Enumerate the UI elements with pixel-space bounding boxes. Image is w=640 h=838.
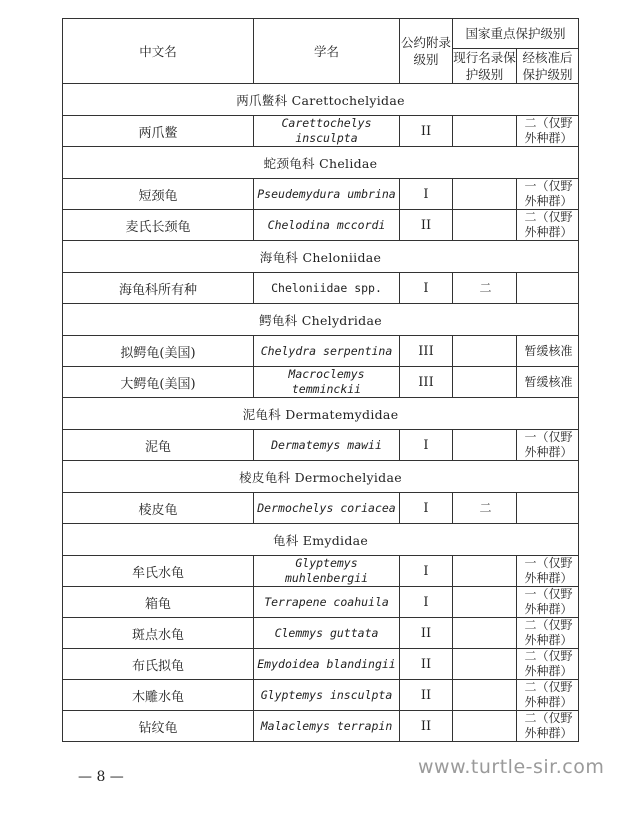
scientific-name-cell: Chelodina mccordi bbox=[254, 210, 400, 241]
current-level-cell bbox=[453, 179, 517, 210]
chinese-name-cell: 短颈龟 bbox=[63, 179, 254, 210]
col-header-appendix: 公约附录级别 bbox=[400, 19, 453, 84]
protection-table bbox=[62, 18, 579, 742]
family-row bbox=[63, 461, 579, 493]
family-label: 鳄龟科 Chelydridae bbox=[63, 304, 579, 336]
approved-level-cell: 二（仅野外种群） bbox=[517, 116, 579, 147]
approved-level-cell: 二（仅野外种群） bbox=[517, 210, 579, 241]
appendix-cell: II bbox=[400, 618, 453, 649]
chinese-name-cell: 布氏拟龟 bbox=[63, 649, 254, 680]
species-row bbox=[63, 587, 579, 618]
chinese-name-cell: 泥龟 bbox=[63, 430, 254, 461]
species-row bbox=[63, 116, 579, 147]
chinese-name-cell: 斑点水龟 bbox=[63, 618, 254, 649]
species-row bbox=[63, 649, 579, 680]
current-level-cell: 二 bbox=[453, 493, 517, 524]
approved-level-cell: 一（仅野外种群） bbox=[517, 587, 579, 618]
chinese-name-cell: 牟氏水龟 bbox=[63, 556, 254, 587]
col-header-scientific-name: 学名 bbox=[254, 19, 400, 84]
scientific-name-cell: Chelydra serpentina bbox=[254, 336, 400, 367]
approved-level-cell: 一（仅野外种群） bbox=[517, 430, 579, 461]
appendix-cell: I bbox=[400, 273, 453, 304]
species-row bbox=[63, 336, 579, 367]
family-row bbox=[63, 241, 579, 273]
family-row bbox=[63, 304, 579, 336]
appendix-cell: II bbox=[400, 680, 453, 711]
scientific-name-cell: Terrapene coahuila bbox=[254, 587, 400, 618]
scientific-name-cell: Emydoidea blandingii bbox=[254, 649, 400, 680]
chinese-name-cell: 拟鳄龟(美国) bbox=[63, 336, 254, 367]
table-body bbox=[63, 84, 579, 742]
appendix-cell: II bbox=[400, 711, 453, 742]
approved-level-cell bbox=[517, 493, 579, 524]
current-level-cell bbox=[453, 210, 517, 241]
current-level-cell bbox=[453, 116, 517, 147]
appendix-cell: I bbox=[400, 430, 453, 461]
family-label: 两爪鳖科 Carettochelyidae bbox=[63, 84, 579, 116]
current-level-cell bbox=[453, 367, 517, 398]
scientific-name-cell: Clemmys guttata bbox=[254, 618, 400, 649]
approved-level-cell: 暂缓核准 bbox=[517, 336, 579, 367]
family-label: 泥龟科 Dermatemydidae bbox=[63, 398, 579, 430]
page-number: — 8 — bbox=[78, 769, 124, 785]
appendix-cell: I bbox=[400, 587, 453, 618]
scientific-name-cell: Dermatemys mawii bbox=[254, 430, 400, 461]
col-header-current-level: 现行名录保护级别 bbox=[453, 50, 516, 82]
scientific-name-cell: Glyptemys insculpta bbox=[254, 680, 400, 711]
scientific-name-cell: Glyptemys muhlenbergii bbox=[254, 556, 400, 587]
col-header-approved-level: 经核准后保护级别 bbox=[517, 49, 579, 84]
scientific-name-cell: Dermochelys coriacea bbox=[254, 493, 400, 524]
chinese-name-cell: 钻纹龟 bbox=[63, 711, 254, 742]
species-row bbox=[63, 179, 579, 210]
family-row bbox=[63, 398, 579, 430]
chinese-name-cell: 海龟科所有种 bbox=[63, 273, 254, 304]
family-label: 棱皮龟科 Dermochelyidae bbox=[63, 461, 579, 493]
species-row bbox=[63, 430, 579, 461]
family-row bbox=[63, 84, 579, 116]
chinese-name-cell: 木雕水龟 bbox=[63, 680, 254, 711]
current-level-cell bbox=[453, 587, 517, 618]
appendix-cell: I bbox=[400, 493, 453, 524]
family-label: 海龟科 Cheloniidae bbox=[63, 241, 579, 273]
chinese-name-cell: 箱龟 bbox=[63, 587, 254, 618]
appendix-cell: II bbox=[400, 210, 453, 241]
approved-level-cell: 二（仅野外种群） bbox=[517, 618, 579, 649]
scientific-name-cell: Macroclemys temminckii bbox=[254, 367, 400, 398]
scientific-name-cell: Cheloniidae spp. bbox=[254, 273, 400, 304]
species-row bbox=[63, 618, 579, 649]
current-level-cell bbox=[453, 430, 517, 461]
family-label: 龟科 Emydidae bbox=[63, 524, 579, 556]
approved-level-cell: 二（仅野外种群） bbox=[517, 680, 579, 711]
current-level-cell bbox=[453, 649, 517, 680]
family-label: 蛇颈龟科 Chelidae bbox=[63, 147, 579, 179]
family-row bbox=[63, 524, 579, 556]
current-level-cell bbox=[453, 680, 517, 711]
appendix-cell: II bbox=[400, 649, 453, 680]
watermark: www.turtle-sir.com bbox=[418, 756, 605, 778]
scientific-name-cell: Carettochelys insculpta bbox=[254, 116, 400, 147]
approved-level-cell: 二（仅野外种群） bbox=[517, 649, 579, 680]
chinese-name-cell: 两爪鳖 bbox=[63, 116, 254, 147]
approved-level-cell: 二（仅野外种群） bbox=[517, 711, 579, 742]
approved-level-cell bbox=[517, 273, 579, 304]
appendix-cell: III bbox=[400, 367, 453, 398]
species-row bbox=[63, 273, 579, 304]
current-level-cell bbox=[453, 556, 517, 587]
species-row bbox=[63, 367, 579, 398]
chinese-name-cell: 棱皮龟 bbox=[63, 493, 254, 524]
current-level-cell bbox=[453, 711, 517, 742]
current-level-cell bbox=[453, 336, 517, 367]
species-row bbox=[63, 556, 579, 587]
chinese-name-cell: 大鳄龟(美国) bbox=[63, 367, 254, 398]
current-level-cell bbox=[453, 618, 517, 649]
chinese-name-cell: 麦氏长颈龟 bbox=[63, 210, 254, 241]
scientific-name-cell: Malaclemys terrapin bbox=[254, 711, 400, 742]
col-header-chinese-name: 中文名 bbox=[63, 19, 254, 84]
approved-level-cell: 一（仅野外种群） bbox=[517, 179, 579, 210]
scientific-name-cell: Pseudemydura umbrina bbox=[254, 179, 400, 210]
col-header-national-protection: 国家重点保护级别 bbox=[453, 19, 579, 49]
appendix-cell: I bbox=[400, 179, 453, 210]
current-level-cell: 二 bbox=[453, 273, 517, 304]
appendix-cell: III bbox=[400, 336, 453, 367]
species-row bbox=[63, 493, 579, 524]
species-row bbox=[63, 680, 579, 711]
family-row bbox=[63, 147, 579, 179]
approved-level-cell: 一（仅野外种群） bbox=[517, 556, 579, 587]
appendix-cell: I bbox=[400, 556, 453, 587]
appendix-cell: II bbox=[400, 116, 453, 147]
approved-level-cell: 暂缓核准 bbox=[517, 367, 579, 398]
species-row bbox=[63, 711, 579, 742]
species-row bbox=[63, 210, 579, 241]
